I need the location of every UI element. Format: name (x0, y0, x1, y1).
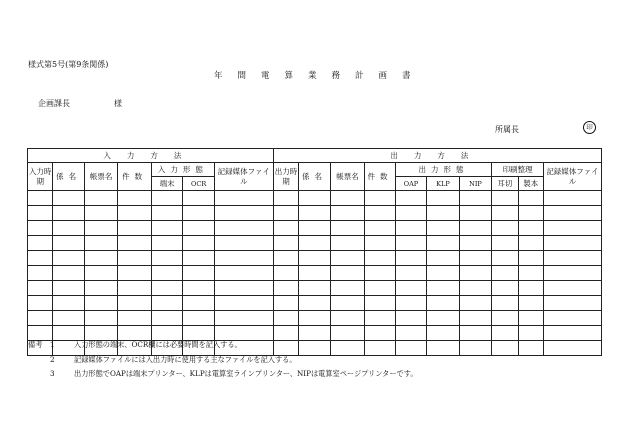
table-cell[interactable] (273, 311, 298, 326)
oap-header: OAP (395, 177, 426, 191)
table-cell[interactable] (151, 281, 182, 296)
table-cell[interactable] (365, 236, 395, 251)
table-cell[interactable] (459, 206, 492, 221)
table-cell[interactable] (330, 326, 365, 341)
table-cell[interactable] (84, 221, 118, 236)
table-cell[interactable] (214, 206, 273, 221)
table-cell[interactable] (518, 296, 543, 311)
table-cell[interactable] (118, 191, 152, 206)
table-cell[interactable] (427, 221, 460, 236)
table-cell[interactable] (151, 191, 182, 206)
trimming-header: 耳切 (492, 177, 518, 191)
seal-mark: 印 (583, 121, 596, 134)
table-cell[interactable] (395, 266, 426, 281)
table-cell[interactable] (53, 236, 84, 251)
table-cell[interactable] (28, 281, 53, 296)
table-cell[interactable] (183, 311, 214, 326)
table-cell[interactable] (28, 236, 53, 251)
table-row (28, 221, 602, 236)
table-cell[interactable] (214, 221, 273, 236)
table-cell[interactable] (330, 221, 365, 236)
table-cell[interactable] (273, 206, 298, 221)
table-cell[interactable] (299, 206, 330, 221)
table-cell[interactable] (492, 206, 518, 221)
table-cell[interactable] (273, 251, 298, 266)
table-cell[interactable] (299, 251, 330, 266)
table-cell[interactable] (518, 206, 543, 221)
table-cell[interactable] (427, 191, 460, 206)
table-cell[interactable] (544, 311, 602, 326)
table-cell[interactable] (518, 266, 543, 281)
table-cell[interactable] (183, 326, 214, 341)
table-cell[interactable] (28, 251, 53, 266)
table-cell[interactable] (365, 206, 395, 221)
table-cell[interactable] (151, 236, 182, 251)
input-period-header: 入力時期 (28, 163, 53, 191)
table-cell[interactable] (151, 326, 182, 341)
note-text: 出力形態でOAPは端末プリンター、KLPは電算室ラインプリンター、NIPは電算室ページプリンターです。 (74, 369, 418, 378)
table-cell[interactable] (395, 281, 426, 296)
table-cell[interactable] (299, 191, 330, 206)
input-media-file-header: 記録媒体ファイル (214, 163, 273, 191)
addressee (38, 98, 122, 109)
table-cell[interactable] (53, 191, 84, 206)
table-cell[interactable] (459, 191, 492, 206)
table-cell[interactable] (84, 191, 118, 206)
table-cell[interactable] (427, 251, 460, 266)
table-cell[interactable] (395, 206, 426, 221)
table-cell[interactable] (330, 236, 365, 251)
table-cell[interactable] (518, 326, 543, 341)
table-cell[interactable] (365, 296, 395, 311)
table-row (28, 191, 602, 206)
table-cell[interactable] (118, 281, 152, 296)
table-cell[interactable] (330, 206, 365, 221)
table-cell[interactable] (84, 311, 118, 326)
table-cell[interactable] (492, 221, 518, 236)
output-method-header: 出力方法 (273, 149, 601, 163)
table-cell[interactable] (299, 311, 330, 326)
table-cell[interactable] (459, 296, 492, 311)
table-cell[interactable] (427, 296, 460, 311)
table-row (28, 266, 602, 281)
table-cell[interactable] (492, 311, 518, 326)
table-cell[interactable] (273, 236, 298, 251)
note-text: 記録媒体ファイルには入出力時に使用する主なファイルを記入する。 (74, 354, 297, 364)
table-cell[interactable] (492, 341, 518, 356)
table-cell[interactable] (84, 236, 118, 251)
table-row (28, 296, 602, 311)
table-cell[interactable] (544, 341, 602, 356)
table-cell[interactable] (395, 221, 426, 236)
table-cell[interactable] (365, 326, 395, 341)
ocr-header: OCR (183, 177, 214, 191)
table-cell[interactable] (299, 281, 330, 296)
table-cell[interactable] (395, 311, 426, 326)
table-cell[interactable] (518, 341, 543, 356)
table-cell[interactable] (214, 191, 273, 206)
table-cell[interactable] (214, 326, 273, 341)
output-form-name-header: 帳票名 (330, 163, 365, 191)
form-number: 様式第5号(第9条関係) (28, 60, 109, 69)
table-cell[interactable] (427, 236, 460, 251)
table-cell[interactable] (544, 236, 602, 251)
table-cell[interactable] (183, 236, 214, 251)
table-cell[interactable] (518, 191, 543, 206)
table-row (28, 326, 602, 341)
table-cell[interactable] (492, 266, 518, 281)
table-cell[interactable] (84, 296, 118, 311)
table-row (28, 311, 602, 326)
table-cell[interactable] (118, 326, 152, 341)
table-cell[interactable] (492, 326, 518, 341)
table-cell[interactable] (214, 251, 273, 266)
table-cell[interactable] (53, 251, 84, 266)
table-cell[interactable] (330, 296, 365, 311)
binding-header: 製本 (518, 177, 543, 191)
input-method-header: 入力方法 (28, 149, 274, 163)
table-cell[interactable] (492, 236, 518, 251)
table-cell[interactable] (365, 281, 395, 296)
table-cell[interactable] (53, 266, 84, 281)
table-cell[interactable] (365, 191, 395, 206)
table-cell[interactable] (151, 311, 182, 326)
table-cell[interactable] (118, 206, 152, 221)
table-cell[interactable] (273, 266, 298, 281)
table-cell[interactable] (395, 251, 426, 266)
table-cell[interactable] (84, 281, 118, 296)
table-cell[interactable] (299, 236, 330, 251)
table-cell[interactable] (330, 266, 365, 281)
table-cell[interactable] (492, 191, 518, 206)
table-cell[interactable] (459, 251, 492, 266)
table-cell[interactable] (459, 341, 492, 356)
table-cell[interactable] (28, 296, 53, 311)
table-cell[interactable] (427, 266, 460, 281)
table-cell[interactable] (273, 281, 298, 296)
table-cell[interactable] (299, 296, 330, 311)
table-cell[interactable] (28, 221, 53, 236)
table-cell[interactable] (118, 296, 152, 311)
input-section-header: 係名 (53, 163, 84, 191)
table-cell[interactable] (53, 281, 84, 296)
table-cell[interactable] (492, 281, 518, 296)
table-cell[interactable] (427, 311, 460, 326)
output-period-header: 出力時期 (273, 163, 298, 191)
table-cell[interactable] (459, 236, 492, 251)
table-cell[interactable] (53, 311, 84, 326)
table-cell[interactable] (427, 206, 460, 221)
table-cell[interactable] (214, 311, 273, 326)
table-cell[interactable] (544, 266, 602, 281)
table-cell[interactable] (183, 296, 214, 311)
klp-header: KLP (427, 177, 460, 191)
table-cell[interactable] (183, 281, 214, 296)
plan-table (27, 148, 602, 356)
table-cell[interactable] (118, 311, 152, 326)
table-row (28, 206, 602, 221)
nip-header: NIP (459, 177, 492, 191)
notes-section (28, 340, 418, 384)
plan-table-body (28, 191, 602, 356)
addressee-name: 企画課長 (38, 99, 70, 108)
table-cell[interactable] (53, 221, 84, 236)
table-cell[interactable] (459, 221, 492, 236)
note-3 (28, 369, 418, 384)
table-cell[interactable] (118, 221, 152, 236)
table-cell[interactable] (492, 296, 518, 311)
table-cell[interactable] (492, 251, 518, 266)
note-text: 入力形態の端末、OCR欄には必要時間を記入する。 (74, 340, 242, 349)
table-cell[interactable] (183, 221, 214, 236)
table-cell[interactable] (518, 281, 543, 296)
table-cell[interactable] (273, 191, 298, 206)
table-cell[interactable] (544, 221, 602, 236)
table-row (28, 281, 602, 296)
table-cell[interactable] (118, 251, 152, 266)
table-cell[interactable] (330, 191, 365, 206)
table-cell[interactable] (365, 266, 395, 281)
table-cell[interactable] (151, 251, 182, 266)
table-cell[interactable] (544, 251, 602, 266)
output-count-header: 件数 (365, 163, 395, 191)
table-cell[interactable] (518, 221, 543, 236)
table-cell[interactable] (395, 191, 426, 206)
input-form-header: 入力形態 (151, 163, 214, 177)
table-cell[interactable] (544, 206, 602, 221)
print-arrangement-header: 印刷整理 (492, 163, 544, 177)
table-cell[interactable] (214, 281, 273, 296)
note-number: 3 (50, 369, 55, 378)
table-cell[interactable] (544, 281, 602, 296)
table-cell[interactable] (459, 326, 492, 341)
table-cell[interactable] (214, 266, 273, 281)
table-cell[interactable] (118, 236, 152, 251)
table-cell[interactable] (365, 311, 395, 326)
table-cell[interactable] (299, 221, 330, 236)
table-cell[interactable] (427, 281, 460, 296)
table-cell[interactable] (544, 191, 602, 206)
note-2 (28, 355, 418, 370)
table-cell[interactable] (151, 296, 182, 311)
table-cell[interactable] (183, 191, 214, 206)
note-number: 1 (50, 340, 55, 349)
table-cell[interactable] (53, 206, 84, 221)
table-cell[interactable] (151, 221, 182, 236)
note-number: 2 (50, 354, 55, 364)
table-cell[interactable] (183, 266, 214, 281)
note-1 (28, 340, 418, 355)
table-cell[interactable] (28, 311, 53, 326)
table-cell[interactable] (28, 266, 53, 281)
table-cell[interactable] (151, 206, 182, 221)
table-cell[interactable] (365, 221, 395, 236)
table-cell[interactable] (395, 326, 426, 341)
table-cell[interactable] (273, 221, 298, 236)
table-cell[interactable] (84, 206, 118, 221)
table-cell[interactable] (544, 326, 602, 341)
table-cell[interactable] (427, 326, 460, 341)
table-cell[interactable] (151, 266, 182, 281)
table-cell[interactable] (28, 206, 53, 221)
table-cell[interactable] (84, 326, 118, 341)
output-media-file-header: 記録媒体ファイル (544, 163, 602, 191)
table-cell[interactable] (273, 326, 298, 341)
terminal-header: 端末 (151, 177, 182, 191)
output-form-header: 出力形態 (395, 163, 491, 177)
input-form-name-header: 帳票名 (84, 163, 118, 191)
output-section-header: 係名 (299, 163, 330, 191)
table-cell[interactable] (299, 266, 330, 281)
department-head-label: 所属長 (495, 125, 519, 134)
table-cell[interactable] (84, 266, 118, 281)
table-cell[interactable] (544, 296, 602, 311)
table-cell[interactable] (365, 251, 395, 266)
table-cell[interactable] (28, 326, 53, 341)
table-cell[interactable] (28, 191, 53, 206)
table-cell[interactable] (459, 266, 492, 281)
table-cell[interactable] (330, 311, 365, 326)
input-count-header: 件数 (118, 163, 152, 191)
table-cell[interactable] (273, 296, 298, 311)
table-cell[interactable] (395, 236, 426, 251)
table-cell[interactable] (214, 236, 273, 251)
table-cell[interactable] (183, 251, 214, 266)
table-cell[interactable] (53, 296, 84, 311)
table-cell[interactable] (84, 251, 118, 266)
table-cell[interactable] (299, 326, 330, 341)
table-cell[interactable] (53, 326, 84, 341)
table-cell[interactable] (518, 251, 543, 266)
table-row (28, 251, 602, 266)
table-cell[interactable] (330, 251, 365, 266)
table-cell[interactable] (459, 311, 492, 326)
table-cell[interactable] (395, 296, 426, 311)
table-cell[interactable] (459, 281, 492, 296)
table-cell[interactable] (518, 311, 543, 326)
table-cell[interactable] (183, 206, 214, 221)
table-cell[interactable] (118, 266, 152, 281)
table-cell[interactable] (330, 281, 365, 296)
document-title: 年間電算業務計画書 (214, 71, 426, 81)
table-cell[interactable] (214, 296, 273, 311)
notes-lead: 備考 (28, 340, 43, 349)
table-cell[interactable] (427, 341, 460, 356)
addressee-honorific: 様 (114, 99, 122, 108)
table-row (28, 236, 602, 251)
table-cell[interactable] (518, 236, 543, 251)
